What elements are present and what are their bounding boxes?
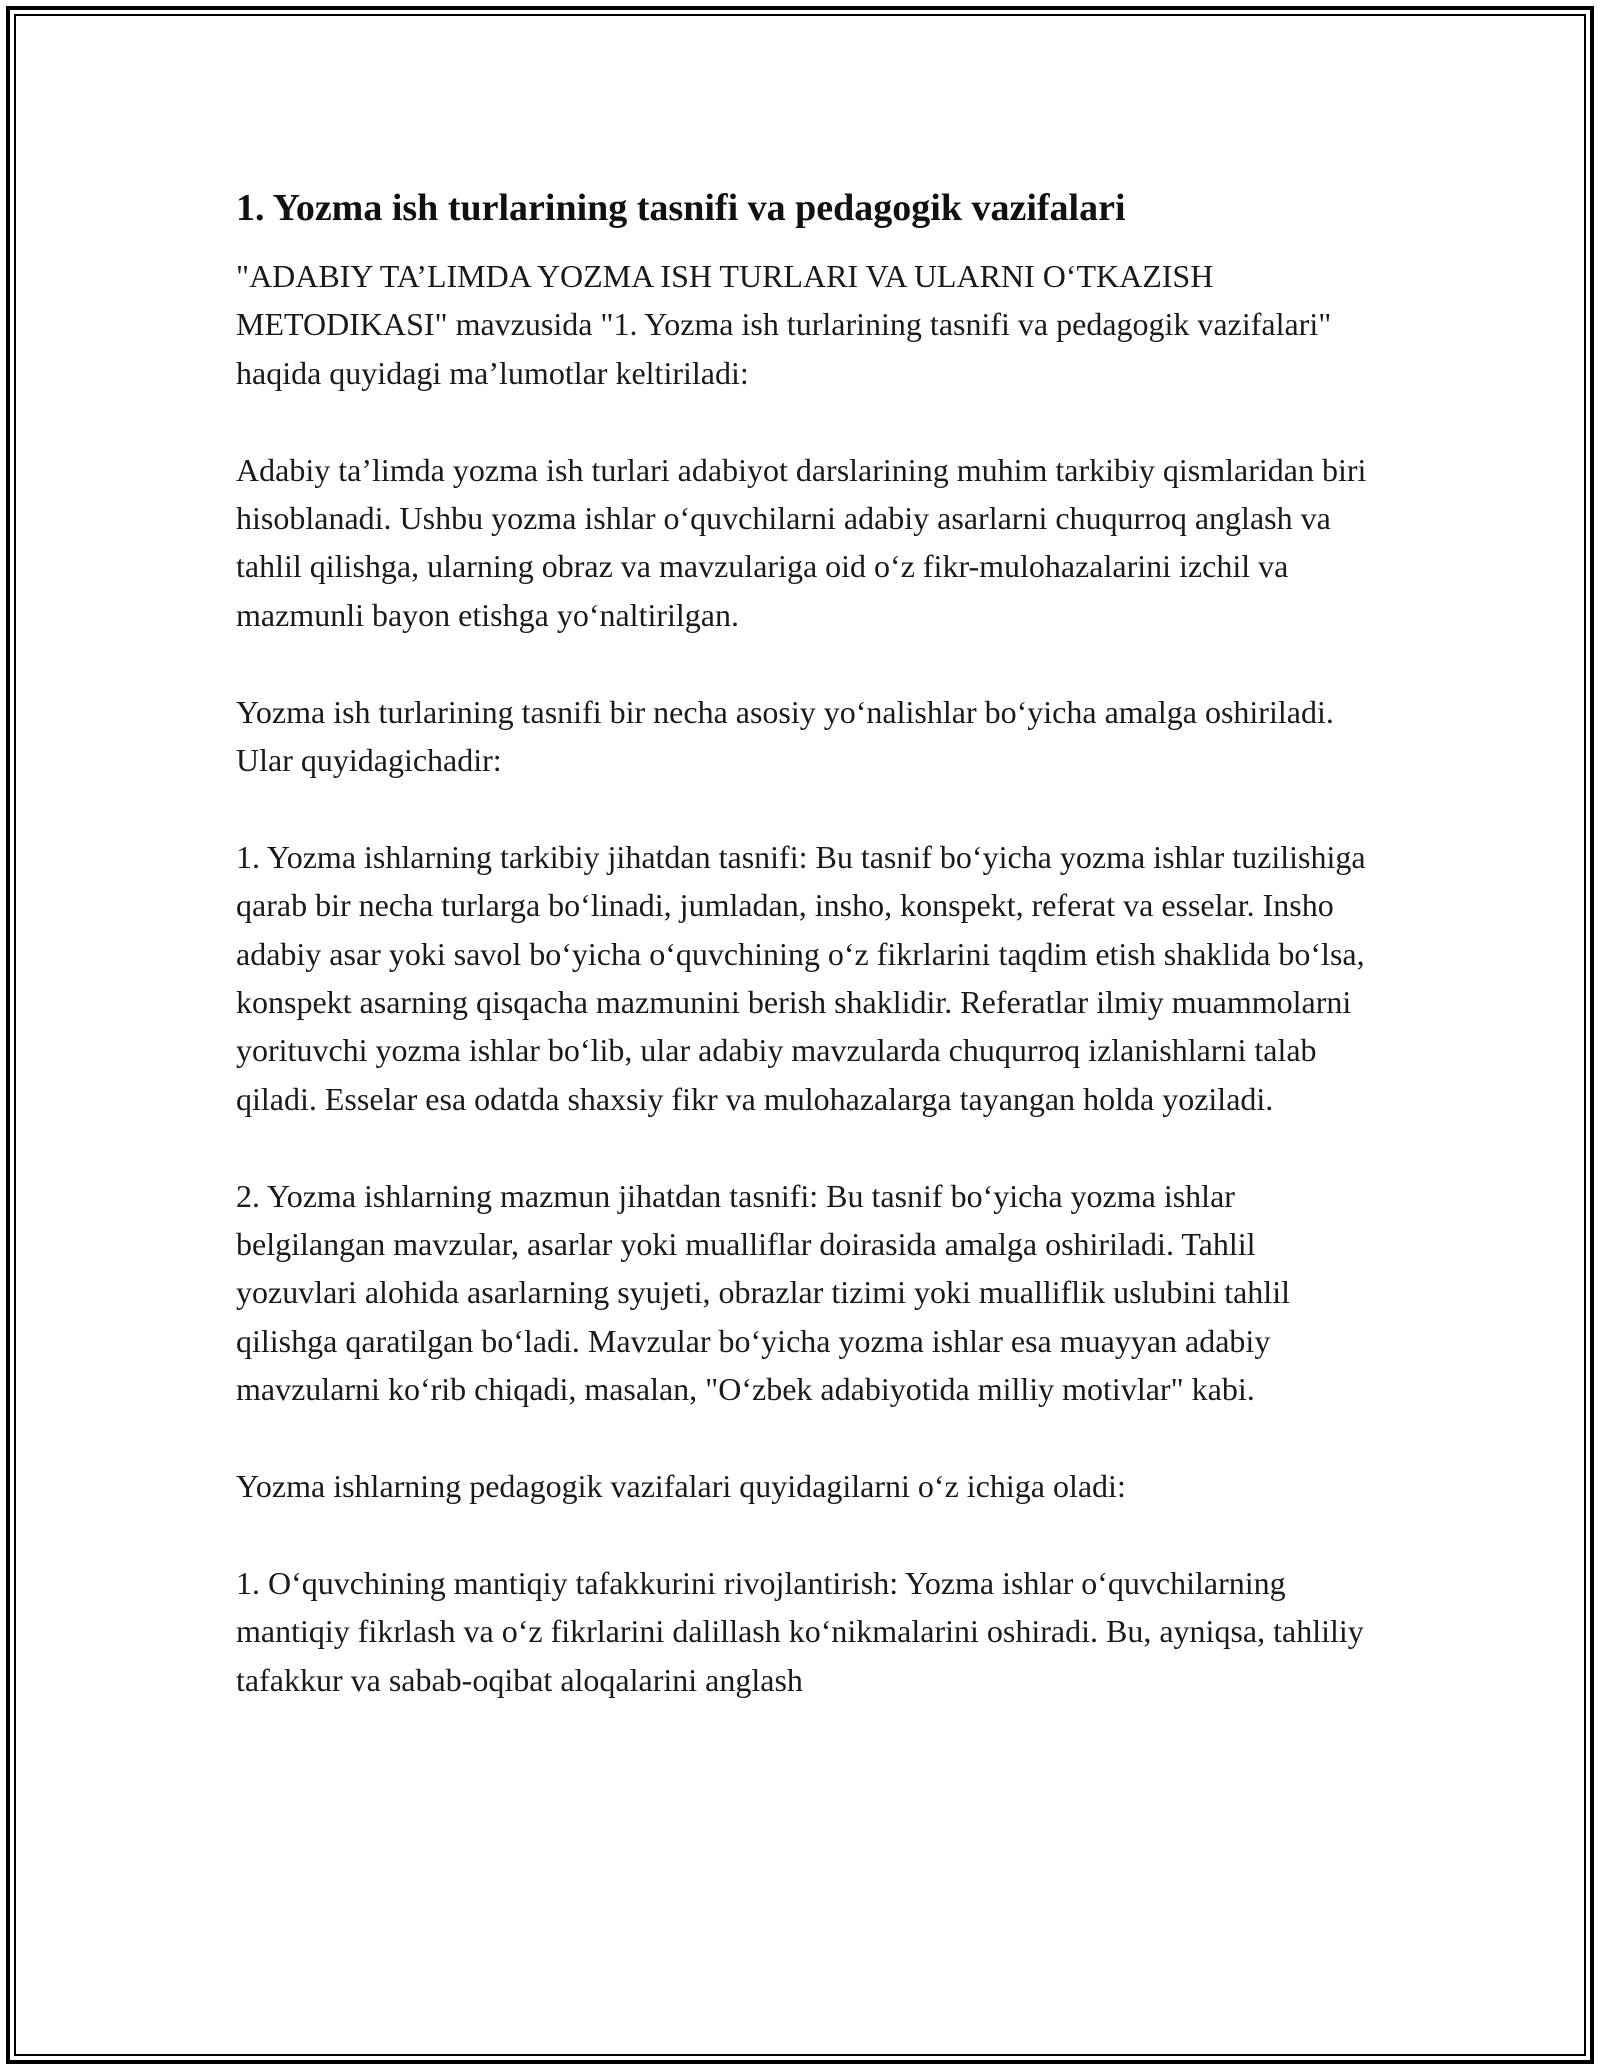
paragraph-overview: Adabiy ta’limda yozma ish turlari adabiyot darslarining muhim tarkibiy qismlaridan biri hisoblanadi. Ushbu yozma ishlar o‘quvchilarni adabiy asarlarni chuqurroq anglash va tahlil qilishga, ularning obraz va mavzulariga oid o‘z fikr-mulohazalarini izchil va mazmunli bayon etishga yo‘naltirilgan. xyxy=(236,451,1367,633)
intro-paragraph: "ADABIY TA’LIMDA YOZMA ISH TURLARI VA ULARNI O‘TKAZISH METODIKASI" mavzusida "1. Yozma ish turlarining tasnifi va pedagogik vazifalari" haqida quyidagi ma’lumotlar keltiriladi: xyxy=(236,258,1332,391)
section-heading: 1. Yozma ish turlarining tasnifi va pedagogik vazifalari xyxy=(236,187,1126,229)
paragraph-content-classification: 2. Yozma ishlarning mazmun jihatdan tasnifi: Bu tasnif bo‘yicha yozma ishlar belgilangan mavzular, asarlar yoki mualliflar doirasida amalga oshiriladi. Tahlil yozuvlari alohida asarlarning syujeti, obrazlar tizimi yoki mualliflik uslubini tahlil qilishga qaratilgan bo‘ladi. Mavzular bo‘yicha yozma ishlar esa muayyan adabiy mavzularni ko‘rib chiqadi, masalan, "O‘zbek adabiyotida milliy motivlar" kabi. xyxy=(236,1177,1290,1408)
paragraph-classification-intro: Yozma ish turlarining tasnifi bir necha asosiy yo‘nalishlar bo‘yicha amalga oshiriladi. Ular quyidagichadir: xyxy=(236,693,1334,779)
paragraph-structural-classification: 1. Yozma ishlarning tarkibiy jihatdan tasnifi: Bu tasnif bo‘yicha yozma ishlar tuzilishiga qarab bir necha turlarga bo‘linadi, jumladan, insho, konspekt, referat va esselar. Insho adabiy asar yoki savol bo‘yicha o‘quvchining o‘z fikrlarini taqdim etish shaklida bo‘lsa, konspekt asarning qisqacha mazmunini berish shaklidir. Referatlar ilmiy muammolarni yorituvchi yozma ishlar bo‘lib, ular adabiy mavzularda chuqurroq izlanishlarni talab qiladi. Esselar esa odatda shaxsiy fikr va mulohazalarga tayangan holda yoziladi. xyxy=(236,838,1366,1117)
paragraph-logical-thinking: 1. O‘quvchining mantiqiy tafakkurini rivojlantirish: Yozma ishlar o‘quvchilarning mantiqiy fikrlash va o‘z fikrlarini dalillash ko‘nikmalarini oshiradi. Bu, ayniqsa, tahliliy tafakkur va sabab-oqibat aloqalarini anglash xyxy=(236,1564,1364,1698)
paragraph-pedagogical-intro: Yozma ishlarning pedagogik vazifalari quyidagilarni o‘z ichiga oladi: xyxy=(236,1468,1126,1505)
document-body xyxy=(236,184,1376,1752)
